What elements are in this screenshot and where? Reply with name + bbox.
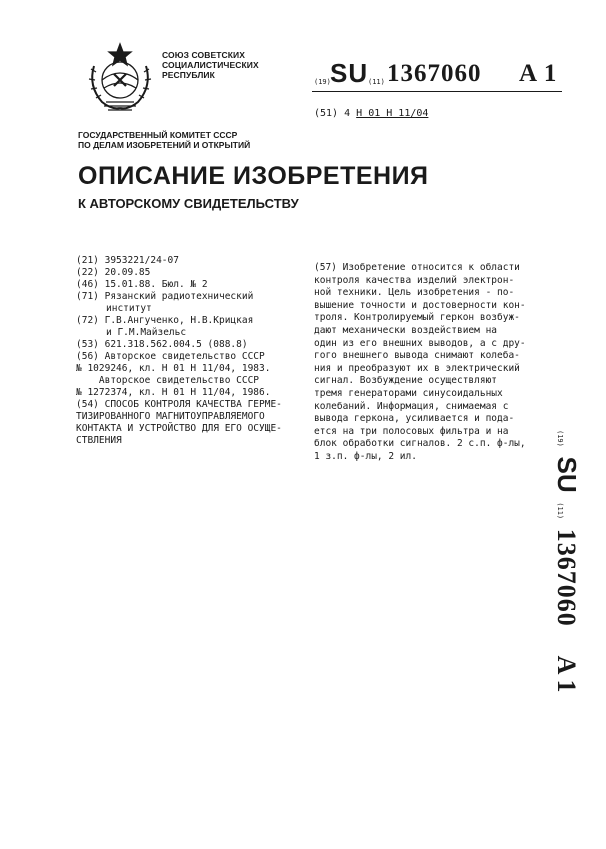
bibliographic-data bbox=[76, 255, 308, 447]
bib-line: (72) Г.В.Ангученко, Н.В.Крицкая bbox=[76, 315, 254, 326]
union-line: СОЮЗ СОВЕТСКИХ bbox=[162, 50, 246, 60]
abstract-line: ется на три полосовых фильтра и на bbox=[314, 425, 509, 437]
committee-line: ГОСУДАРСТВЕННЫЙ КОМИТЕТ СССР bbox=[78, 130, 238, 140]
document-title: ОПИСАНИЕ ИЗОБРЕТЕНИЯ bbox=[78, 162, 429, 190]
ipc-classification bbox=[314, 108, 428, 119]
patent-number: 1367060 bbox=[387, 60, 482, 87]
side-mark-rotated bbox=[551, 430, 582, 693]
abstract-line: один из его внешних выводов, а с дру- bbox=[314, 337, 526, 349]
bib-line: Авторское свидетельство СССР bbox=[76, 375, 260, 386]
abstract-line: гого внешнего вывода снимают колеба- bbox=[314, 350, 520, 362]
union-name bbox=[162, 50, 259, 80]
bib-line: (53) 621.318.562.004.5 (088.8) bbox=[76, 339, 248, 350]
bib-line: КОНТАКТА И УСТРОЙСТВО ДЛЯ ЕГО ОСУЩЕ- bbox=[76, 423, 282, 434]
abstract-line: дают механически воздействием на bbox=[314, 324, 498, 336]
abstract-line: 1 з.п. ф-лы, 2 ил. bbox=[314, 450, 417, 462]
inid-code-19: (19) bbox=[314, 78, 331, 86]
bib-line: (21) 3953221/24-07 bbox=[76, 255, 179, 266]
bib-line: № 1272374, кл. Н 01 Н 11/04, 1986. bbox=[76, 387, 271, 398]
abstract-line: ния и преобразуют их в электрический bbox=[314, 362, 520, 374]
bib-line: институт bbox=[106, 303, 152, 314]
abstract-line: сигнал. Возбуждение осуществляют bbox=[314, 375, 498, 387]
bib-line: (46) 15.01.88. Бюл. № 2 bbox=[76, 279, 208, 290]
abstract bbox=[314, 262, 546, 464]
abstract-line: контроля качества изделий электрон- bbox=[314, 274, 515, 286]
side-patent-number: 1367060 bbox=[552, 528, 581, 627]
side-code-19: (19) bbox=[556, 430, 564, 447]
bib-line: (71) Рязанский радиотехнический bbox=[76, 291, 254, 302]
inid-code-11: (11) bbox=[368, 78, 385, 86]
abstract-line: блок обработки сигналов. 2 с.п. ф-лы, bbox=[314, 438, 526, 450]
union-line: СОЦИАЛИСТИЧЕСКИХ bbox=[162, 60, 259, 70]
abstract-line: ной техники. Цель изобретения - по- bbox=[314, 287, 515, 299]
side-code-11: (11) bbox=[556, 502, 564, 520]
abstract-line: вывода геркона, усиливается и пода- bbox=[314, 413, 515, 425]
bib-line: (54) СПОСОБ КОНТРОЛЯ КАЧЕСТВА ГЕРМЕ- bbox=[76, 399, 282, 410]
issuing-committee bbox=[78, 130, 250, 150]
bib-line: № 1029246, кл. Н 01 Н 11/04, 1983. bbox=[76, 363, 271, 374]
bib-line: СТВЛЕНИЯ bbox=[76, 435, 122, 446]
union-line: РЕСПУБЛИК bbox=[162, 70, 215, 80]
committee-line: ПО ДЕЛАМ ИЗОБРЕТЕНИЙ И ОТКРЫТИЙ bbox=[78, 140, 251, 150]
kind-code: A 1 bbox=[519, 60, 558, 87]
country-code: SU bbox=[330, 58, 369, 88]
abstract-line: колебаний. Информация, снимаемая с bbox=[314, 400, 509, 412]
side-kind-code: A 1 bbox=[552, 655, 581, 693]
side-country-code: SU bbox=[552, 456, 582, 493]
abstract-line: тремя генераторами синусоидальных bbox=[314, 387, 503, 399]
document-subtitle: К АВТОРСКОМУ СВИДЕТЕЛЬСТВУ bbox=[78, 196, 299, 211]
ipc-code: H 01 H 11/04 bbox=[356, 108, 429, 119]
bib-line: (56) Авторское свидетельство СССР bbox=[76, 351, 265, 362]
ipc-label: (51) 4 bbox=[314, 108, 351, 119]
abstract-line: (57) Изобретение относится к области bbox=[314, 262, 520, 273]
bib-line: (22) 20.09.85 bbox=[76, 267, 151, 278]
state-emblem-icon bbox=[80, 36, 160, 116]
abstract-line: троля. Контролируемый геркон возбуж- bbox=[314, 312, 520, 324]
bib-line: ТИЗИРОВАННОГО МАГНИТОУПРАВЛЯЕМОГО bbox=[76, 411, 265, 422]
abstract-line: вышение точности и достоверности кон- bbox=[314, 299, 526, 311]
side-patent-mark bbox=[548, 430, 588, 700]
bib-line: и Г.М.Майзельс bbox=[106, 327, 187, 338]
